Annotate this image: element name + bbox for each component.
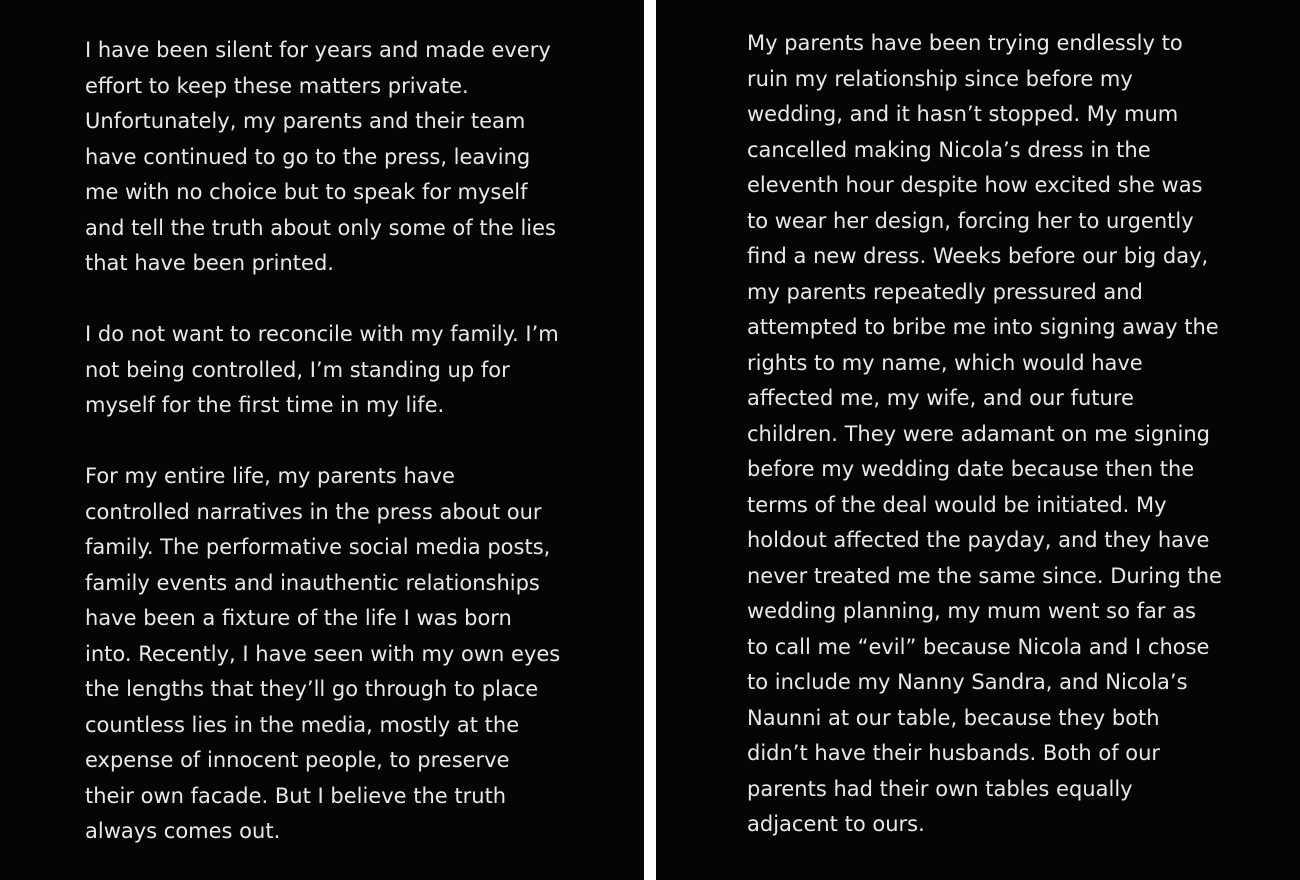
text-line: terms of the deal would be initiated. My — [747, 492, 1167, 517]
text-line: affected me, my wife, and our future — [747, 386, 1134, 410]
paragraph-spacer — [85, 424, 614, 460]
text-line: My parents have been trying endlessly to — [747, 31, 1183, 55]
text-line: cancelled making Nicola’s dress in the — [747, 137, 1151, 162]
text-line: to wear her design, forcing her to urgently — [747, 208, 1194, 233]
text-line: For my entire life, my parents have — [85, 464, 455, 488]
text-line: family events and inauthentic relationships — [85, 570, 540, 595]
text-line: countless lies in the media, mostly at the — [85, 712, 520, 737]
text-line: not being controlled, I’m standing up for — [85, 357, 510, 382]
statement-panel-left — [0, 0, 644, 880]
text-line: never treated me the same since. During the — [747, 563, 1222, 588]
text-line: Unfortunately, my parents and their team — [85, 109, 526, 133]
text-line: eleventh hour despite how excited she was — [747, 173, 1203, 197]
text-line: expense of innocent people, to preserve — [85, 748, 510, 772]
text-line: controlled narratives in the press about our — [85, 499, 542, 524]
text-line: didn’t have their husbands. Both of our — [747, 741, 1161, 765]
text-line: into. Recently, I have seen with my own eyes — [85, 641, 561, 666]
text-line: before my wedding date because then the — [747, 457, 1195, 481]
text-line: ruin my relationship since before my — [747, 66, 1133, 91]
text-line: family. The performative social media posts, — [85, 535, 551, 559]
text-line: adjacent to ours. — [747, 812, 925, 836]
text-line: attempted to bribe me into signing away the — [747, 315, 1219, 339]
paragraph — [85, 33, 614, 282]
text-line: find a new dress. Weeks before our big day, — [747, 244, 1209, 268]
text-line: my parents repeatedly pressured and — [747, 279, 1143, 304]
text-line: effort to keep these matters private. — [85, 73, 469, 98]
text-line: I have been silent for years and made every — [85, 38, 551, 62]
text-line: rights to my name, which would have — [747, 350, 1143, 375]
text-line: children. They were adamant on me signing — [747, 421, 1211, 446]
text-line: wedding planning, my mum went so far as — [747, 599, 1196, 623]
text-line: their own facade. But I believe the truth — [85, 783, 507, 808]
text-line: have been a fixture of the life I was born — [85, 606, 512, 630]
text-line: Naunni at our table, because they both — [747, 705, 1160, 730]
text-line: the lengths that they’ll go through to place — [85, 677, 539, 701]
text-line: parents had their own tables equally — [747, 776, 1133, 801]
statement-panel-right — [656, 0, 1300, 880]
paragraph — [85, 459, 614, 850]
text-line: I do not want to reconcile with my family. I’m — [85, 322, 559, 346]
text-line: to call me “evil” because Nicola and I chose — [747, 634, 1210, 659]
text-line: wedding, and it hasn’t stopped. My mum — [747, 102, 1179, 126]
text-line: myself for the first time in my life. — [85, 393, 445, 417]
paragraph — [85, 317, 614, 424]
text-line: and tell the truth about only some of the lies — [85, 215, 557, 240]
text-line: me with no choice but to speak for myself — [85, 180, 528, 204]
text-line: have continued to go to the press, leaving — [85, 144, 531, 169]
paragraph — [747, 26, 1272, 843]
text-line: holdout affected the payday, and they have — [747, 528, 1210, 552]
text-line: always comes out. — [85, 819, 281, 843]
paragraph-spacer — [85, 282, 614, 318]
text-line: that have been printed. — [85, 251, 334, 275]
text-line: to include my Nanny Sandra, and Nicola’s — [747, 670, 1188, 694]
